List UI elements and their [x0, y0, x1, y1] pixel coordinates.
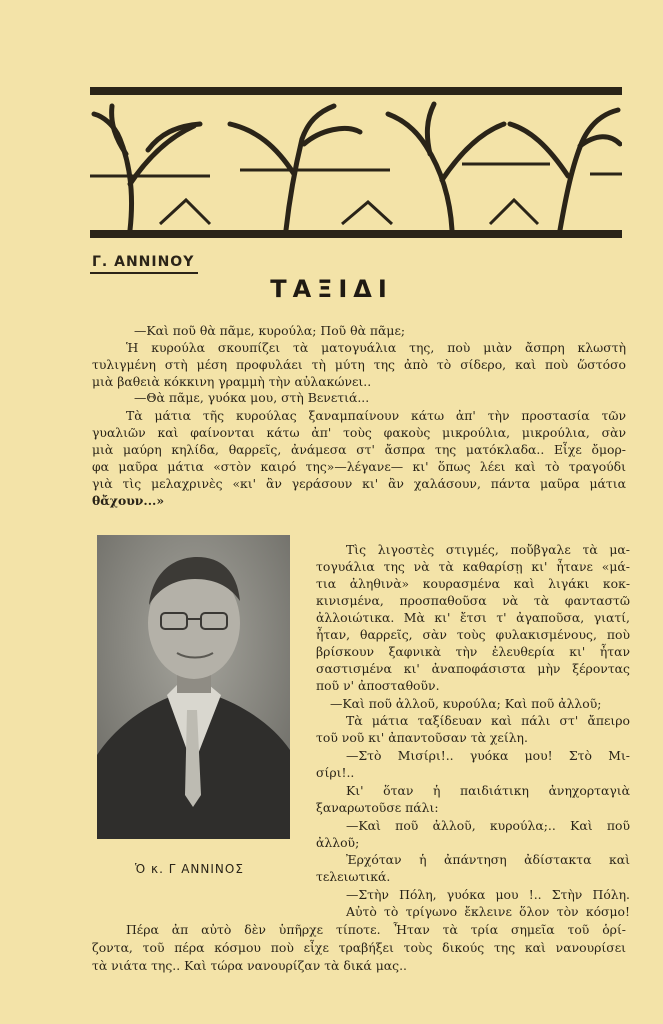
text-line: ἦταν, θαρρεῖς, σὰν τοὺς φυλακισμένους, ποὺ [316, 627, 630, 642]
text-line: Ἡ κυρούλα σκουπίζει τὰ ματογυάλια της, ποὺ μιὰν ἄσπρη κλωστὴ [126, 340, 626, 355]
text-line: Τὰ μάτια τῆς κυρούλας ξαναμπαίνουν κάτω ἀπ' τὴν προστασία τῶν [126, 408, 626, 423]
text-line: —Θὰ πᾶμε, γυόκα μου, στὴ Βενετιά... [134, 390, 370, 405]
text-line: —Στὸ Μισίρι!.. γυόκα μου! Στὸ Μι- [346, 748, 630, 763]
text-line: Τὰ μάτια ταξίδευαν καὶ πάλι στ' ἄπειρο [346, 713, 630, 728]
article-title: ΤΑΞΙΔΙ [270, 275, 393, 303]
text-line: τελειωτικά. [316, 869, 391, 884]
text-line: ἀλλοιώτικα. Μὰ κι' ἔτσι τ' ἀγαποῦσα, γιατί, [316, 610, 630, 625]
text-line: —Καὶ ποῦ ἀλλοῦ, κυρούλα; Καὶ ποῦ ἀλλοῦ; [330, 696, 602, 711]
text-line: Αὐτὸ τὸ τρίγωνο ἔκλεινε ὅλον τὸν κόσμο! [346, 904, 630, 919]
text-line: τυλιγμένη στὴ μέση προφυλάει τὴ μύτη της ἀπὸ τὸ σίδερο, καὶ ποὺ ὥστόσο [92, 357, 626, 372]
text-line: μιὰ μαύρη κηλίδα, θαρρεῖς, ἀνάμεσα στ' ἄσπρα της ματόκλαδα.. Εἶχε ὄμορ- [92, 442, 626, 457]
text-line: σίρι!.. [316, 765, 355, 780]
text-line: γιὰ τὶς μελαχρινὲς «κι' ἂν γεράσουν κι' ἂν χαλάσουν, πάντα μαῦρα μάτια [92, 476, 626, 491]
text-line: Κι' ὅταν ἡ παιδιάτικη ἀνηχορταγιὰ [346, 783, 630, 798]
text-line: γυαλιῶν καὶ φαίνονται κάτω ἀπ' τοὺς φακοὺς μικρούλια, μικρούλια, σὰν [92, 425, 626, 440]
text-line: κινισμένα, προσπαθοῦσα νὰ τὰ φανταστῶ [316, 593, 630, 608]
text-line: Ἐρχόταν ἡ ἀπάντηση ἀδίστακτα καὶ [346, 852, 630, 867]
header-tree-illustration [90, 84, 622, 242]
text-line: Τὶς λιγοστὲς στιγμές, ποὔβγαλε τὰ μα- [346, 542, 630, 557]
author-name: Γ. ΑΝΝΙΝΟΥ [92, 254, 195, 270]
text-line: τια ἀληθινὰ» κουρασμένα καὶ λιγάκι κοκ- [316, 576, 630, 591]
text-line: —Καὶ ποῦ ἀλλοῦ, κυρούλα;.. Καὶ ποῦ [346, 818, 630, 833]
text-line: θἄχουν...» [92, 493, 165, 508]
text-line: ἀλλοῦ; [316, 835, 360, 850]
text-line: —Καὶ ποῦ θὰ πᾶμε, κυρούλα; Ποῦ θὰ πᾶμε; [134, 323, 406, 338]
text-line: φα μαῦρα μάτια «στὸν καιρό της»—λέγανε— κι' ὅπως λέει καὶ τὸ τραγούδι [92, 459, 626, 474]
text-line: ποῦ ν' ἀποσταθοῦν. [316, 678, 440, 693]
text-line: βρίσκουν ξαφνικὰ τὴν ἐλευθερία κι' ἦταν [316, 644, 630, 659]
author-portrait-photo [97, 535, 290, 839]
text-line: σαστισμένα κι' ἀναποφάσιστα μὴν ξέροντας [316, 661, 630, 676]
photo-caption: Ὁ κ. Γ ΑΝΝΙΝΟΣ [135, 862, 244, 876]
text-line: —Στὴν Πόλη, γυόκα μου !.. Στὴν Πόλη. [346, 887, 630, 902]
author-underline [90, 272, 198, 274]
text-line: τογυάλια της νὰ τὰ καθαρίσῃ κι' ἦτανε «μά- [316, 559, 630, 574]
text-line: τὰ νιάτα της.. Καὶ τώρα νανουρίζαν τὰ δικά μας.. [92, 958, 407, 973]
text-line: μιὰ βαθειὰ κόκκινη γραμμὴ τὴν αὐλακώνει.. [92, 374, 372, 389]
text-line: τοῦ νοῦ κι' ἀπαντοῦσαν τὰ χείλη. [316, 730, 528, 745]
text-line: ζοντα, τοῦ πέρα κόσμου ποὺ εἶχε τραβήξει τοὺς δικούς της καὶ νανουρίσει [92, 940, 626, 955]
text-line: Πέρα ἀπ αὐτὸ δὲν ὑπῆρχε τίποτε. Ἦταν τὰ τρία σημεῖα τοῦ ὁρί- [126, 922, 626, 937]
text-line: ξαναρωτοῦσε πάλι: [316, 800, 439, 815]
